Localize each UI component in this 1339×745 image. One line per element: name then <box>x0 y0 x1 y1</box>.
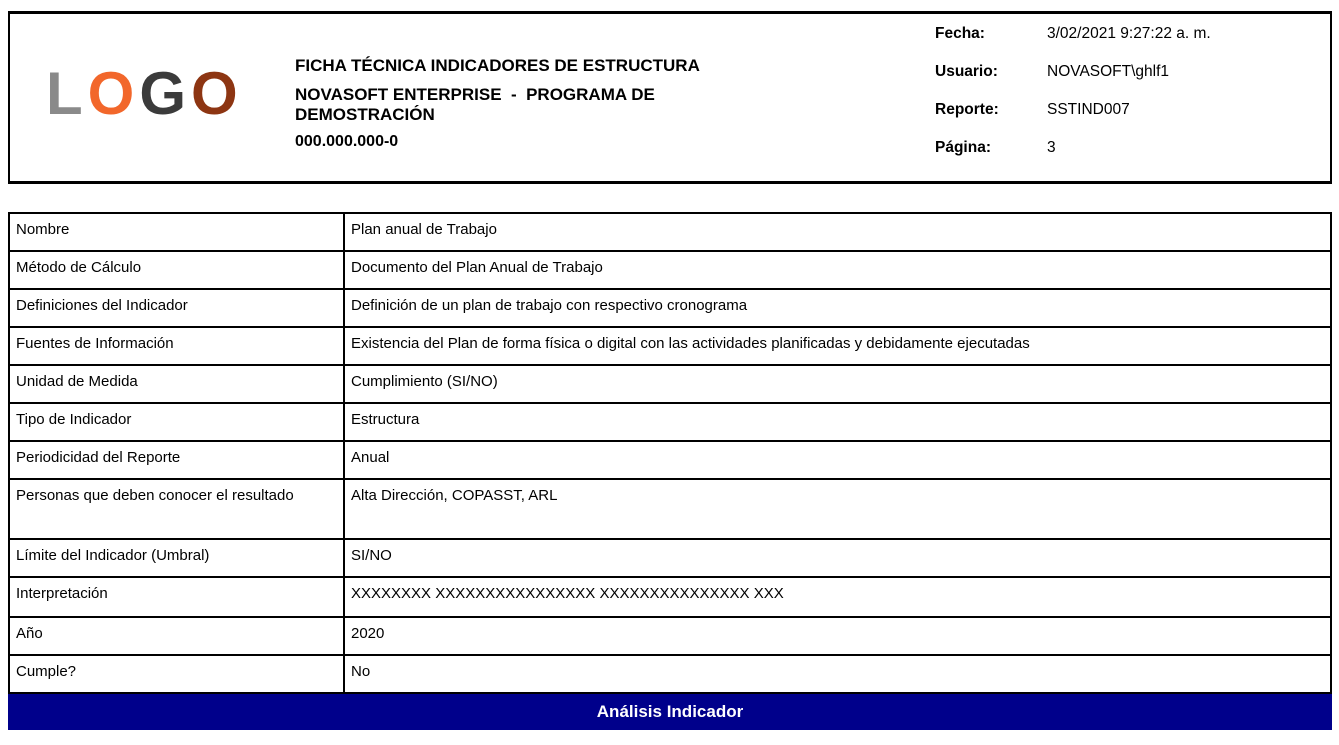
field-label: Personas que deben conocer el resultado <box>9 479 344 539</box>
field-value: Cumplimiento (SI/NO) <box>344 365 1331 403</box>
table-row-interpretacion <box>9 577 1331 617</box>
field-label: Interpretación <box>9 577 344 617</box>
meta-value-report-code: SSTIND007 <box>1047 101 1130 118</box>
company-id: 000.000.000-0 <box>295 133 399 151</box>
table-row-cumple <box>9 655 1331 693</box>
field-value: Estructura <box>344 403 1331 441</box>
analysis-section-header: Análisis Indicador <box>8 694 1332 730</box>
table-row-metodo <box>9 251 1331 289</box>
table-row-definiciones <box>9 289 1331 327</box>
field-value: Plan anual de Trabajo <box>344 213 1331 251</box>
field-value: 2020 <box>344 617 1331 655</box>
meta-row-fecha <box>935 25 1320 63</box>
table-row-ano <box>9 617 1331 655</box>
meta-label: Página: <box>935 139 991 156</box>
meta-label: Fecha: <box>935 25 985 42</box>
field-value: Documento del Plan Anual de Trabajo <box>344 251 1331 289</box>
company-subtitle: NOVASOFT ENTERPRISE - PROGRAMA DE DEMOSTRACIÓN <box>295 84 660 125</box>
logo-letter: O <box>87 60 140 127</box>
field-label: Método de Cálculo <box>9 251 344 289</box>
logo-letter: O <box>191 60 243 127</box>
logo-letter: L <box>46 60 88 127</box>
field-label: Cumple? <box>9 655 344 693</box>
field-value: No <box>344 655 1331 693</box>
field-label: Periodicidad del Reporte <box>9 441 344 479</box>
field-value: Definición de un plan de trabajo con respectivo cronograma <box>344 289 1331 327</box>
table-row-nombre <box>9 213 1331 251</box>
meta-row-pagina <box>935 139 1320 177</box>
meta-row-reporte <box>935 101 1320 139</box>
table-row-periodicidad <box>9 441 1331 479</box>
field-label: Límite del Indicador (Umbral) <box>9 539 344 577</box>
field-value: SI/NO <box>344 539 1331 577</box>
company-logo <box>46 60 243 127</box>
table-row-fuentes <box>9 327 1331 365</box>
field-value: XXXXXXXX XXXXXXXXXXXXXXXX XXXXXXXXXXXXXXX XXX <box>344 577 1331 617</box>
table-row-tipo <box>9 403 1331 441</box>
report-title-block <box>295 56 735 151</box>
field-value: Alta Dirección, COPASST, ARL <box>344 479 1331 539</box>
field-value: Anual <box>344 441 1331 479</box>
field-value: Existencia del Plan de forma física o digital con las actividades planificadas y debidamente ejecutadas <box>344 327 1331 365</box>
report-header <box>8 11 1332 184</box>
meta-value-date: 3/02/2021 9:27:22 a. m. <box>1047 25 1211 42</box>
table-row-personas <box>9 479 1331 539</box>
field-label: Unidad de Medida <box>9 365 344 403</box>
logo-letter: G <box>139 60 191 127</box>
meta-value-user: NOVASOFT\ghlf1 <box>1047 63 1170 80</box>
field-label: Año <box>9 617 344 655</box>
meta-label: Reporte: <box>935 101 999 118</box>
table-row-unidad <box>9 365 1331 403</box>
report-meta <box>935 25 1320 177</box>
table-row-limite <box>9 539 1331 577</box>
field-label: Definiciones del Indicador <box>9 289 344 327</box>
meta-label: Usuario: <box>935 63 998 80</box>
report-title: FICHA TÉCNICA INDICADORES DE ESTRUCTURA <box>295 56 700 75</box>
field-label: Fuentes de Información <box>9 327 344 365</box>
indicator-sheet <box>8 212 1332 730</box>
meta-row-usuario <box>935 63 1320 101</box>
field-label: Nombre <box>9 213 344 251</box>
meta-value-page-number: 3 <box>1047 139 1056 156</box>
indicator-table <box>8 212 1332 694</box>
field-label: Tipo de Indicador <box>9 403 344 441</box>
